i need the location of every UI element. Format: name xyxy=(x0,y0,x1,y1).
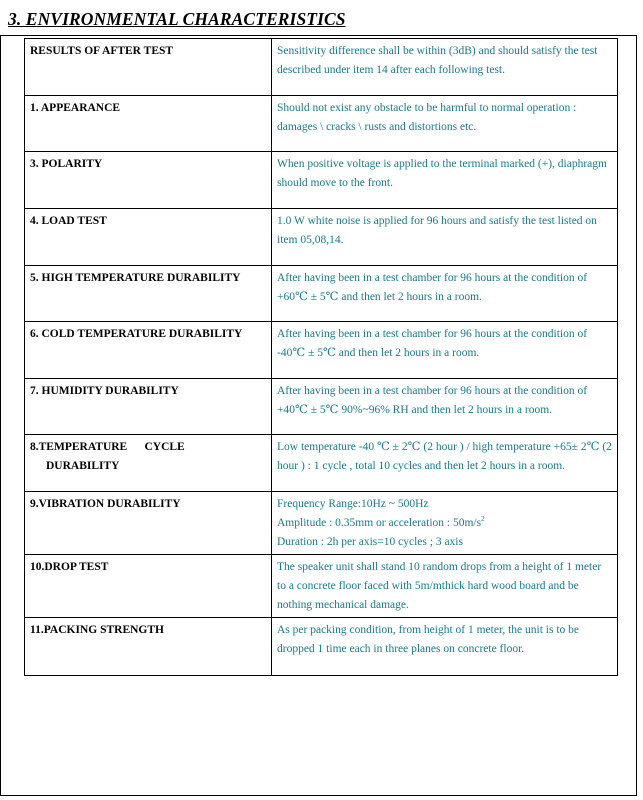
item-label: 6. COLD TEMPERATURE DURABILITY xyxy=(25,322,272,379)
table-row xyxy=(25,618,618,676)
item-label-line: DURABILITY xyxy=(46,460,120,472)
description-line: Frequency Range:10Hz ~ 500Hz xyxy=(277,498,429,510)
item-description: 1.0 W white noise is applied for 96 hours and satisfy the test listed on item 05,08,14. xyxy=(272,209,618,266)
table-row xyxy=(25,39,618,96)
item-label: 5. HIGH TEMPERATURE DURABILITY xyxy=(25,266,272,322)
item-description: After having been in a test chamber for 96 hours at the condition of +60℃ ± 5℃ and then let 2 hours in a room. xyxy=(272,266,618,322)
item-description: Should not exist any obstacle to be harmful to normal operation : damages \ cracks \ rusts and distortions etc. xyxy=(272,96,618,152)
item-label xyxy=(25,435,272,492)
item-label: 10.DROP TEST xyxy=(25,555,272,618)
item-label: 7. HUMIDITY DURABILITY xyxy=(25,379,272,435)
item-label: RESULTS OF AFTER TEST xyxy=(25,39,272,96)
table-row xyxy=(25,435,618,492)
environmental-characteristics-table xyxy=(24,38,618,676)
item-label: 3. POLARITY xyxy=(25,152,272,209)
item-description: Sensitivity difference shall be within (3dB) and should satisfy the test described under item 14 after each following test. xyxy=(272,39,618,96)
item-label: 4. LOAD TEST xyxy=(25,209,272,266)
table-row xyxy=(25,152,618,209)
item-description: The speaker unit shall stand 10 random drops from a height of 1 meter to a concrete floor faced with 5m/mthick hard wood board and be nothing mechanical damage. xyxy=(272,555,618,618)
table-row xyxy=(25,379,618,435)
table-row xyxy=(25,492,618,555)
table-row xyxy=(25,322,618,379)
item-label: 1. APPEARANCE xyxy=(25,96,272,152)
item-description: As per packing condition, from height of 1 meter, the unit is to be dropped 1 time each in three planes on concrete floor. xyxy=(272,618,618,676)
description-line: Duration : 2h per axis=10 cycles ; 3 axis xyxy=(277,536,463,548)
item-description xyxy=(272,492,618,555)
item-description: After having been in a test chamber for 96 hours at the condition of -40℃ ± 5℃ and then let 2 hours in a room. xyxy=(272,322,618,379)
table-row xyxy=(25,555,618,618)
table-row xyxy=(25,96,618,152)
table-row xyxy=(25,266,618,322)
item-label: 11.PACKING STRENGTH xyxy=(25,618,272,676)
section-title: 3. ENVIRONMENTAL CHARACTERISTICS xyxy=(8,9,346,29)
item-description: Low temperature -40 ℃ ± 2℃ (2 hour ) / high temperature +65± 2℃ (2 hour ) : 1 cycle , total 10 cycles and then let 2 hours in a room. xyxy=(272,435,618,492)
item-label-line: 8.TEMPERATURE CYCLE xyxy=(30,441,185,453)
item-label: 9.VIBRATION DURABILITY xyxy=(25,492,272,555)
superscript: 2 xyxy=(481,515,485,524)
table-row xyxy=(25,209,618,266)
description-line: Amplitude : 0.35mm or acceleration : $50m/s^2$ xyxy=(277,515,485,529)
item-description: After having been in a test chamber for 96 hours at the condition of +40℃ ± 5℃ 90%~96% RH and then let 2 hours in a room. xyxy=(272,379,618,435)
item-description: When positive voltage is applied to the terminal marked (+), diaphragm should move to the front. xyxy=(272,152,618,209)
